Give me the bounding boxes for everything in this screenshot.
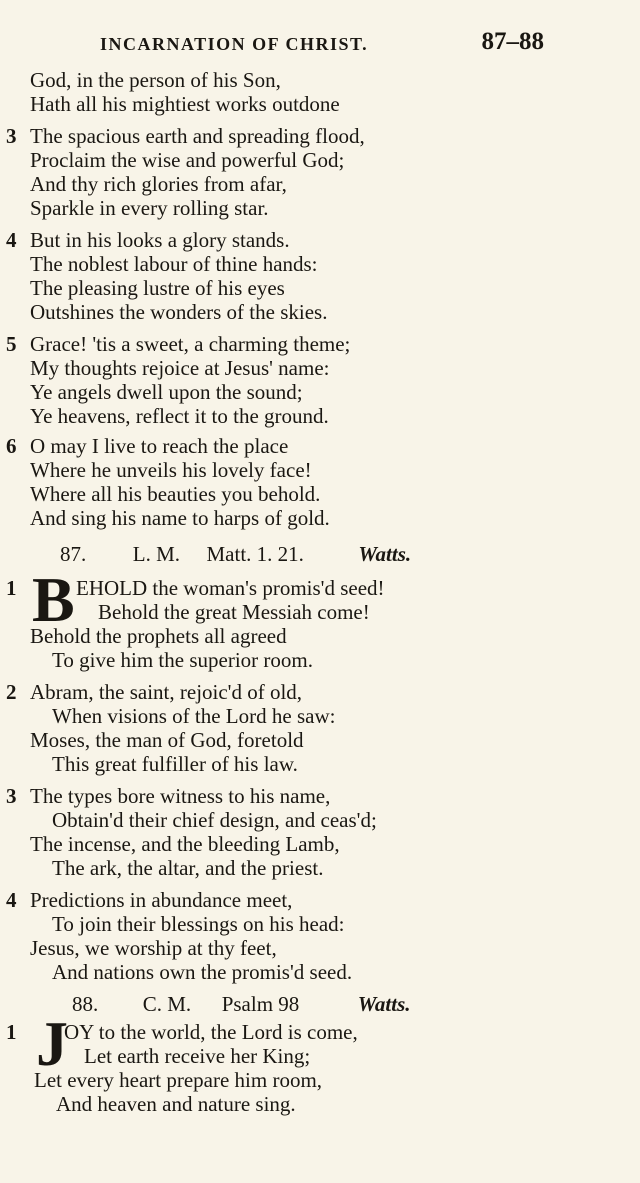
stanza-number: 5 [6,332,17,356]
stanza-number: 4 [6,228,17,252]
verse-line: The spacious earth and spreading flood, [30,124,365,148]
verse-line: And sing his name to harps of gold. [30,506,330,530]
verse-line: When visions of the Lord he saw: [52,704,336,728]
drop-cap: B [32,564,75,635]
verse-line: Let every heart prepare him room, [34,1068,323,1092]
verse-line: Predictions in abundance meet, [30,888,293,912]
hymn-heading-87 [60,542,411,566]
verse-line: The noblest labour of thine hands: [30,252,318,276]
verse-line: Moses, the man of God, foretold [30,728,304,752]
hymn-number: 87. [60,542,87,566]
stanza-number: 2 [6,680,17,704]
verse-line: Jesus, we worship at thy feet, [30,936,277,960]
verse-line: Ye heavens, reflect it to the ground. [30,404,329,428]
verse-line: To join their blessings on his head: [52,912,345,936]
verse-line: Proclaim the wise and powerful God; [30,148,345,172]
stanza-number: 1 [6,1020,17,1044]
verse-line: EHOLD the woman's promis'd seed! [76,576,385,600]
stanza-number: 3 [6,784,17,808]
verse-line: This great fulfiller of his law. [52,752,298,776]
stanza-number: 6 [6,434,17,458]
hymn-scripture: Matt. 1. 21. [206,542,304,566]
stanza-number: 4 [6,888,17,912]
verse-line: But in his looks a glory stands. [30,228,290,252]
hymn-scripture: Psalm 98 [221,992,300,1016]
verse-line: Ye angels dwell upon the sound; [30,380,303,404]
verse-line: The incense, and the bleeding Lamb, [30,832,340,856]
hymn-author: Watts. [358,542,412,566]
hymn-heading-88 [72,992,411,1016]
verse-line: Sparkle in every rolling star. [30,196,269,220]
verse-line: O may I live to reach the place [30,434,289,458]
drop-cap: J [36,1008,68,1079]
verse-line: Let earth receive her King; [84,1044,311,1068]
verse-line: Outshines the wonders of the skies. [30,300,328,324]
section-title: INCARNATION OF CHRIST. [100,34,369,54]
verse-line: To give him the superior room. [52,648,313,672]
verse-line: The pleasing lustre of his eyes [30,276,285,300]
verse-line: And nations own the promis'd seed. [52,960,353,984]
page-range: 87–88 [481,28,544,55]
verse-line: OY to the world, the Lord is come, [64,1020,358,1044]
hymn-meter: L. M. [132,542,180,566]
verse-line: Abram, the saint, rejoic'd of old, [30,680,303,704]
verse-line: My thoughts rejoice at Jesus' name: [30,356,330,380]
verse-line: Where he unveils his lovely face! [30,458,312,482]
running-header [0,28,640,62]
verse-line: Behold the great Messiah come! [98,600,370,624]
verse-line: And heaven and nature sing. [56,1092,296,1116]
verse-line: Where all his beauties you behold. [30,482,321,506]
verse-line: And thy rich glories from afar, [30,172,287,196]
hymn-meter: C. M. [142,992,192,1016]
verse-line: The types bore witness to his name, [30,784,331,808]
verse-line: Hath all his mightiest works outdone [30,92,340,116]
stanza-number: 1 [6,576,17,600]
verse-line: Behold the prophets all agreed [30,624,287,648]
hymn-number: 88. [72,992,99,1016]
hymn-author: Watts. [357,992,411,1016]
verse-line: Obtain'd their chief design, and ceas'd; [52,808,377,832]
verse-line: The ark, the altar, and the priest. [52,856,324,880]
verse-line: Grace! 'tis a sweet, a charming theme; [30,332,351,356]
stanza-number: 3 [6,124,17,148]
verse-line: God, in the person of his Son, [30,68,281,92]
